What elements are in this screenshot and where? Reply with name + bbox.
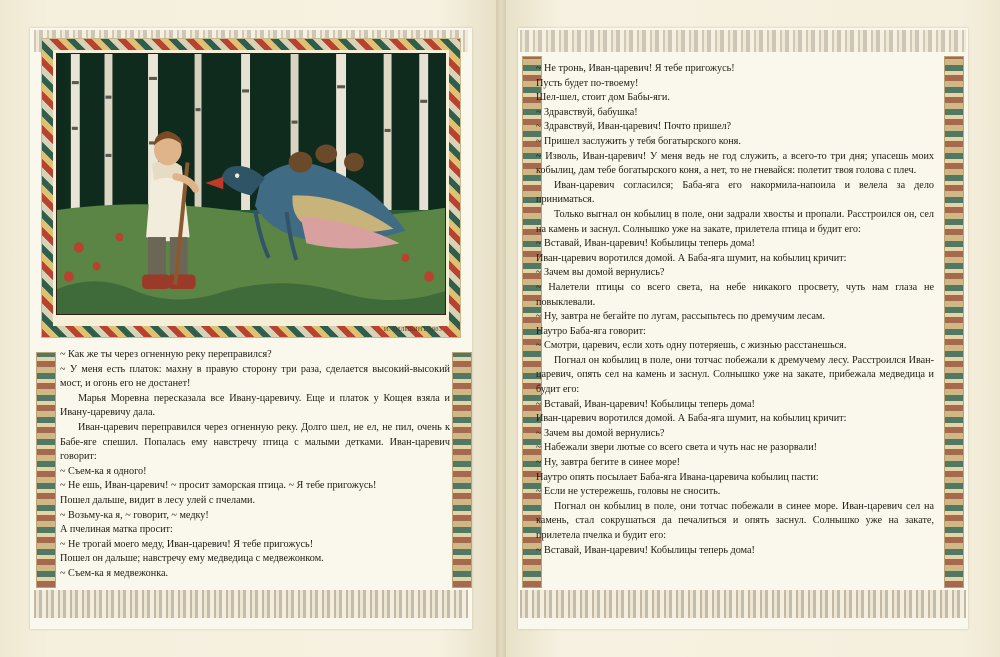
- paragraph: Только выгнал он кобылиц в поле, они задрали хвосты и пропали. Расстроился он, сел на камень и заснул. Солнышко уже на закате, прилетела птица и будит его:: [536, 208, 934, 235]
- paragraph: Пусть будет по-твоему!: [536, 77, 639, 89]
- paragraph: ~ Не тронь, Иван-царевич! Я тебе пригожусь!: [536, 63, 735, 74]
- book-gutter-shadow: [496, 0, 506, 657]
- paragraph: Погнал он кобылиц в поле, они тотчас побежали в синее море. Иван-царевич сел на камень, стал сокрушаться да печалиться и опять заснул. Солнышко уже на закате, прилетела пчелка и будит его:: [536, 500, 934, 541]
- paragraph: ~ Съем-ка я одного!: [60, 465, 147, 477]
- paragraph: Марья Моревна пересказала все Ивану-царевичу. Еще и платок у Кощея взяла и Ивану-царевичу дала.: [60, 392, 450, 419]
- left-side-ornament-strip: [36, 352, 56, 588]
- paragraph: ~ Смотри, царевич, если хоть одну потеряешь, с жизнью расстанешься.: [536, 340, 847, 352]
- paragraph: ~ Зачем вы домой вернулись?: [536, 427, 665, 439]
- paragraph: Иван-царевич переправился через огненную реку. Долго шел, не ел, не пил, очень к Бабе-яге спешил. Попалась ему навстречу птица с малыми детками. Иван-царевич говорит:: [60, 421, 450, 463]
- paragraph: ~ Не трогай моего меду, Иван-царевич! Я тебе пригожусь!: [60, 538, 314, 550]
- paragraph: ~ Вставай, Иван-царевич! Кобылицы теперь дома!: [536, 398, 755, 410]
- paragraph: ~ Здравствуй, бабушка!: [536, 106, 638, 118]
- right-side-ornament-strip-left-page: [452, 352, 472, 588]
- paragraph: Наутро Баба-яга говорит:: [536, 325, 646, 337]
- right-page: [500, 0, 1000, 657]
- illustration-frame: [41, 38, 461, 338]
- paragraph: ~ Вставай, Иван-царевич! Кобылицы теперь дома!: [536, 238, 755, 250]
- bottom-ornament-band-left: [34, 590, 468, 618]
- right-page-text-column: [536, 62, 934, 558]
- illustration-signature: И. БИЛИБИНЪ 1903: [383, 327, 442, 333]
- paragraph: ~ Набежали звери лютые со всего света и чуть нас не разорвали!: [536, 442, 818, 454]
- right-side-ornament-strip: [944, 56, 964, 588]
- paragraph: Иван-царевич воротился домой. А Баба-яга шумит, на кобылиц кричит:: [536, 413, 847, 425]
- paragraph: А пчелиная матка просит:: [60, 524, 173, 536]
- paragraph: ~ Пришел заслужить у тебя богатырского коня.: [536, 135, 741, 147]
- paragraph: Пошел дальше, видит в лесу улей с пчелами.: [60, 494, 256, 506]
- paragraph: ~ Вставай, Иван-царевич! Кобылицы теперь дома!: [536, 544, 755, 556]
- paragraph: ~ У меня есть платок: махну в правую сторону три раза, сделается высокий-высокий мост, и огонь его не достанет!: [60, 363, 450, 390]
- paragraph: ~ Зачем вы домой вернулись?: [536, 267, 665, 279]
- paragraph: Иван-царевич воротился домой. А Баба-яга шумит, на кобылиц кричит:: [536, 252, 847, 264]
- paragraph: Погнал он кобылиц в поле, они тотчас побежали к дремучему лесу. Расстроился Иван-царевич, опять сел на камень и заснул. Солнышко уже на закате, прибежала медведица и будит его:: [536, 354, 934, 396]
- paragraph: ~ Здравствуй, Иван-царевич! Почто пришел?: [536, 121, 732, 133]
- paragraph: Наутро опять посылает Баба-яга Ивана-царевича кобылиц пасти:: [536, 471, 819, 483]
- left-page-text-column: [60, 348, 450, 582]
- paragraph: ~ Изволь, Иван-царевич! У меня ведь не год служить, а всего-то три дня; упасешь моих кобылиц, дам тебе богатырского коня, а нет, то не гневайся: полетит твоя голова с плеч.: [536, 150, 934, 177]
- bottom-ornament-band-right: [520, 590, 966, 618]
- paragraph: ~ Не ешь, Иван-царевич! ~ просит заморская птица. ~ Я тебе пригожусь!: [60, 480, 377, 492]
- paragraph: ~ Как же ты через огненную реку переправился?: [60, 349, 272, 360]
- ivan-tsarevich-and-firebird-illustration: [56, 53, 446, 315]
- paragraph: Шел-шел, стоит дом Бабы-яги.: [536, 92, 670, 104]
- paragraph: Пошел он дальше; навстречу ему медведица с медвежонком.: [60, 553, 324, 565]
- paragraph: ~ Ну, завтра не бегайте по лугам, рассыпьтесь по дремучим лесам.: [536, 311, 825, 323]
- paragraph: ~ Возьму-ка я, ~ говорит, ~ медку!: [60, 509, 209, 521]
- paragraph: Иван-царевич согласился; Баба-яга его накормила-напоила и велела за дело приниматься.: [536, 179, 934, 206]
- paragraph: ~ Ну, завтра бегите в синее море!: [536, 457, 681, 469]
- paragraph: ~ Съем-ка я медвежонка.: [60, 567, 169, 579]
- paragraph: ~ Если не устережешь, головы не сносить.: [536, 486, 721, 498]
- illustration-svg: [57, 54, 445, 314]
- top-ornament-band-right: [520, 30, 966, 52]
- paragraph: ~ Налетели птицы со всего света, на небе никакого просвету, чуть нам глаза не повыклевали.: [536, 281, 934, 308]
